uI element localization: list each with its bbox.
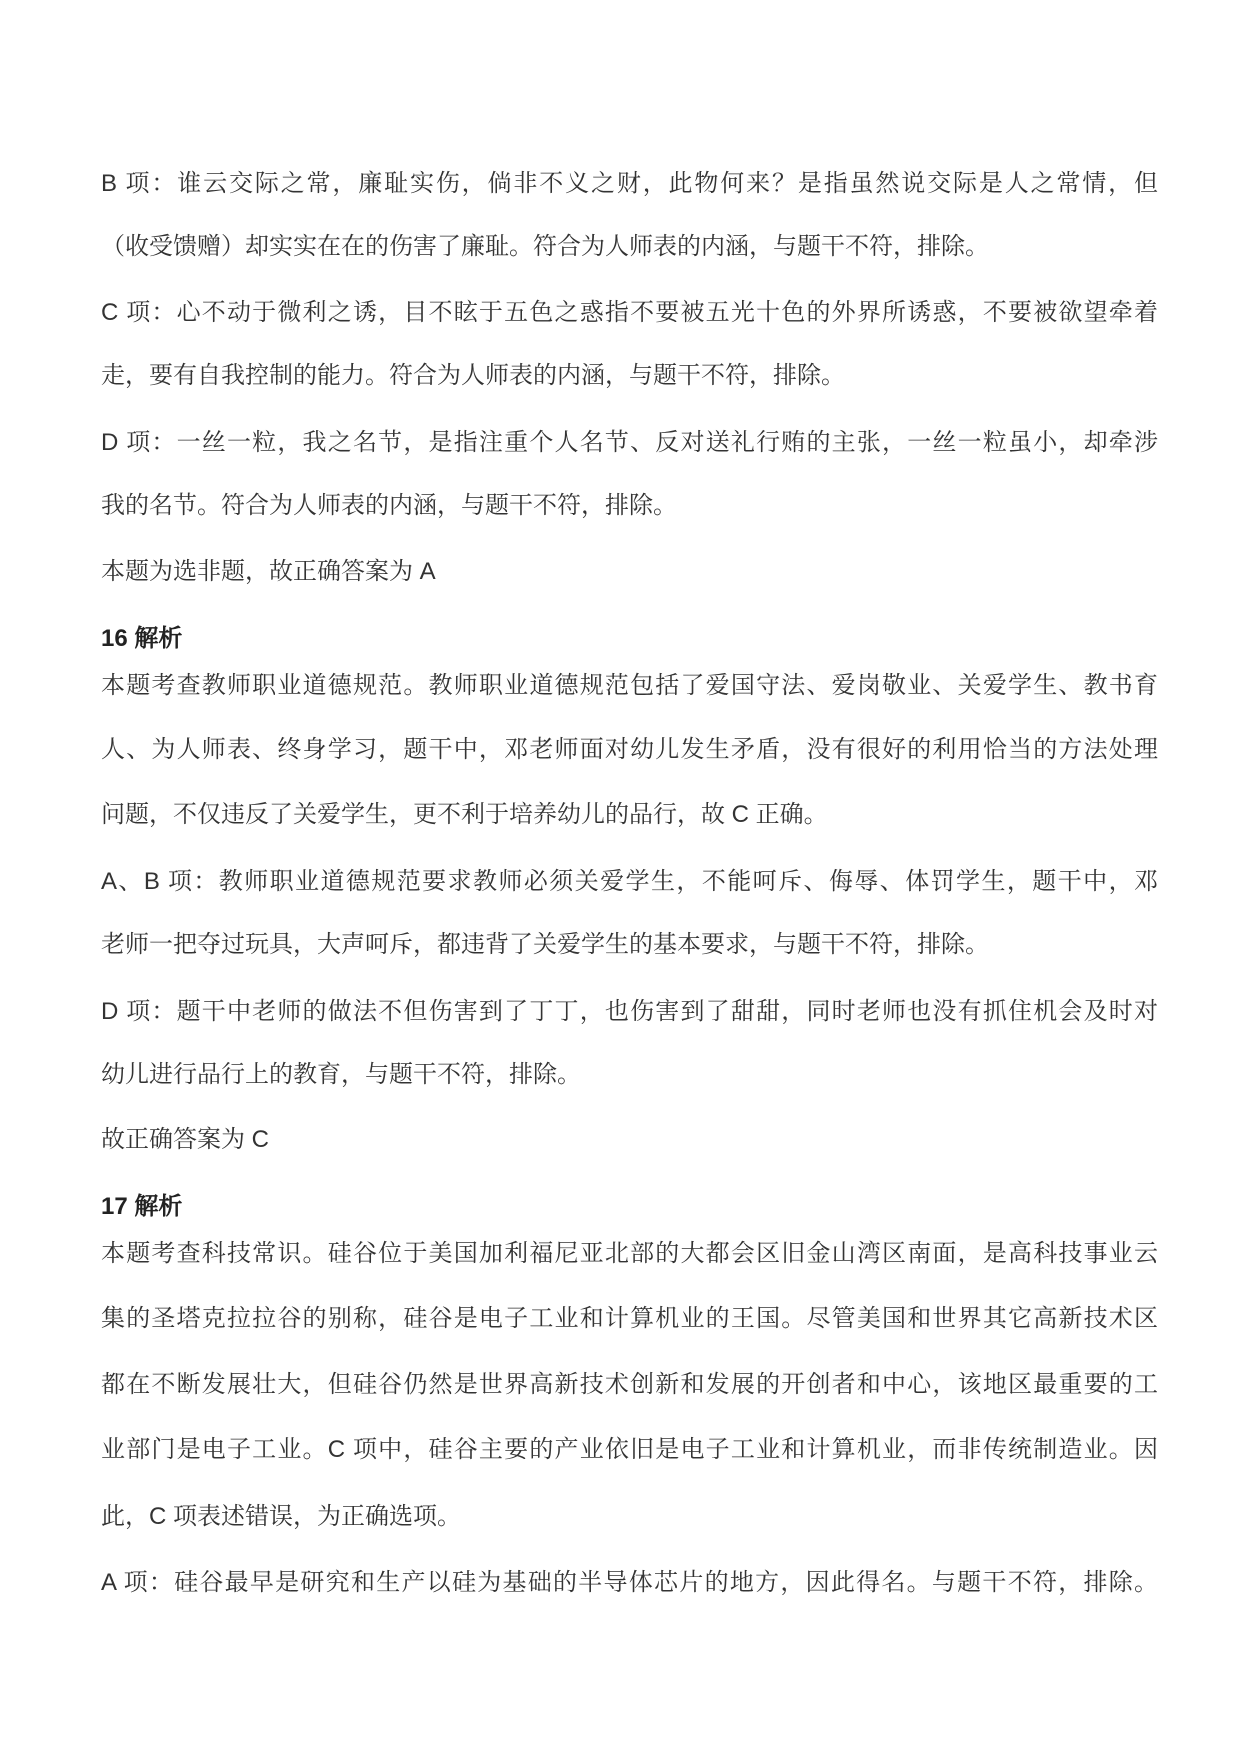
text-line: 都在不断发展壮大，但硅谷仍然是世界高新技术创新和发展的开创者和中心，该地区最重要的工 — [101, 1371, 1158, 1398]
text-line: A、B 项：教师职业道德规范要求教师必须关爱学生，不能呵斥、侮辱、体罚学生，题干中，邓 — [101, 868, 1158, 895]
text-line: D 项：题干中老师的做法不但伤害到了丁丁，也伤害到了甜甜，同时老师也没有抓住机会及时对 — [101, 998, 1158, 1025]
text-line: 故正确答案为 C — [101, 1126, 269, 1153]
text-line: 人、为人师表、终身学习，题干中，邓老师面对幼儿发生矛盾，没有很好的利用恰当的方法处理 — [101, 736, 1158, 763]
text-line: 走，要有自我控制的能力。符合为人师表的内涵，与题干不符，排除。 — [101, 362, 845, 389]
section-heading: 16 解析 — [101, 625, 183, 652]
text-line: B 项：谁云交际之常，廉耻实伤，倘非不义之财，此物何来？是指虽然说交际是人之常情，但 — [101, 170, 1158, 197]
text-line: 本题为选非题，故正确答案为 A — [101, 558, 436, 585]
text-line: 幼儿进行品行上的教育，与题干不符，排除。 — [101, 1061, 581, 1088]
text-line: A 项：硅谷最早是研究和生产以硅为基础的半导体芯片的地方，因此得名。与题干不符，排除。 — [101, 1569, 1158, 1596]
section-heading: 17 解析 — [101, 1193, 183, 1220]
text-line: （收受馈赠）却实实在在的伤害了廉耻。符合为人师表的内涵，与题干不符，排除。 — [101, 233, 989, 260]
text-line: 本题考查教师职业道德规范。教师职业道德规范包括了爱国守法、爱岗敬业、关爱学生、教书育 — [101, 672, 1158, 699]
text-line: 问题，不仅违反了关爱学生，更不利于培养幼儿的品行，故 C 正确。 — [101, 801, 828, 828]
text-line: 业部门是电子工业。C 项中，硅谷主要的产业依旧是电子工业和计算机业，而非传统制造业。因 — [101, 1436, 1158, 1463]
text-line: 本题考查科技常识。硅谷位于美国加利福尼亚北部的大都会区旧金山湾区南面，是高科技事业云 — [101, 1240, 1158, 1267]
text-line: 此，C 项表述错误，为正确选项。 — [101, 1503, 461, 1530]
text-line: 我的名节。符合为人师表的内涵，与题干不符，排除。 — [101, 492, 677, 519]
text-line: 集的圣塔克拉拉谷的别称，硅谷是电子工业和计算机业的王国。尽管美国和世界其它高新技术区 — [101, 1305, 1158, 1332]
text-line: C 项：心不动于微利之诱，目不眩于五色之惑指不要被五光十色的外界所诱惑，不要被欲望牵着 — [101, 299, 1158, 326]
text-line: D 项：一丝一粒，我之名节，是指注重个人名节、反对送礼行贿的主张，一丝一粒虽小，却牵涉 — [101, 429, 1158, 456]
text-line: 老师一把夺过玩具，大声呵斥，都违背了关爱学生的基本要求，与题干不符，排除。 — [101, 931, 989, 958]
